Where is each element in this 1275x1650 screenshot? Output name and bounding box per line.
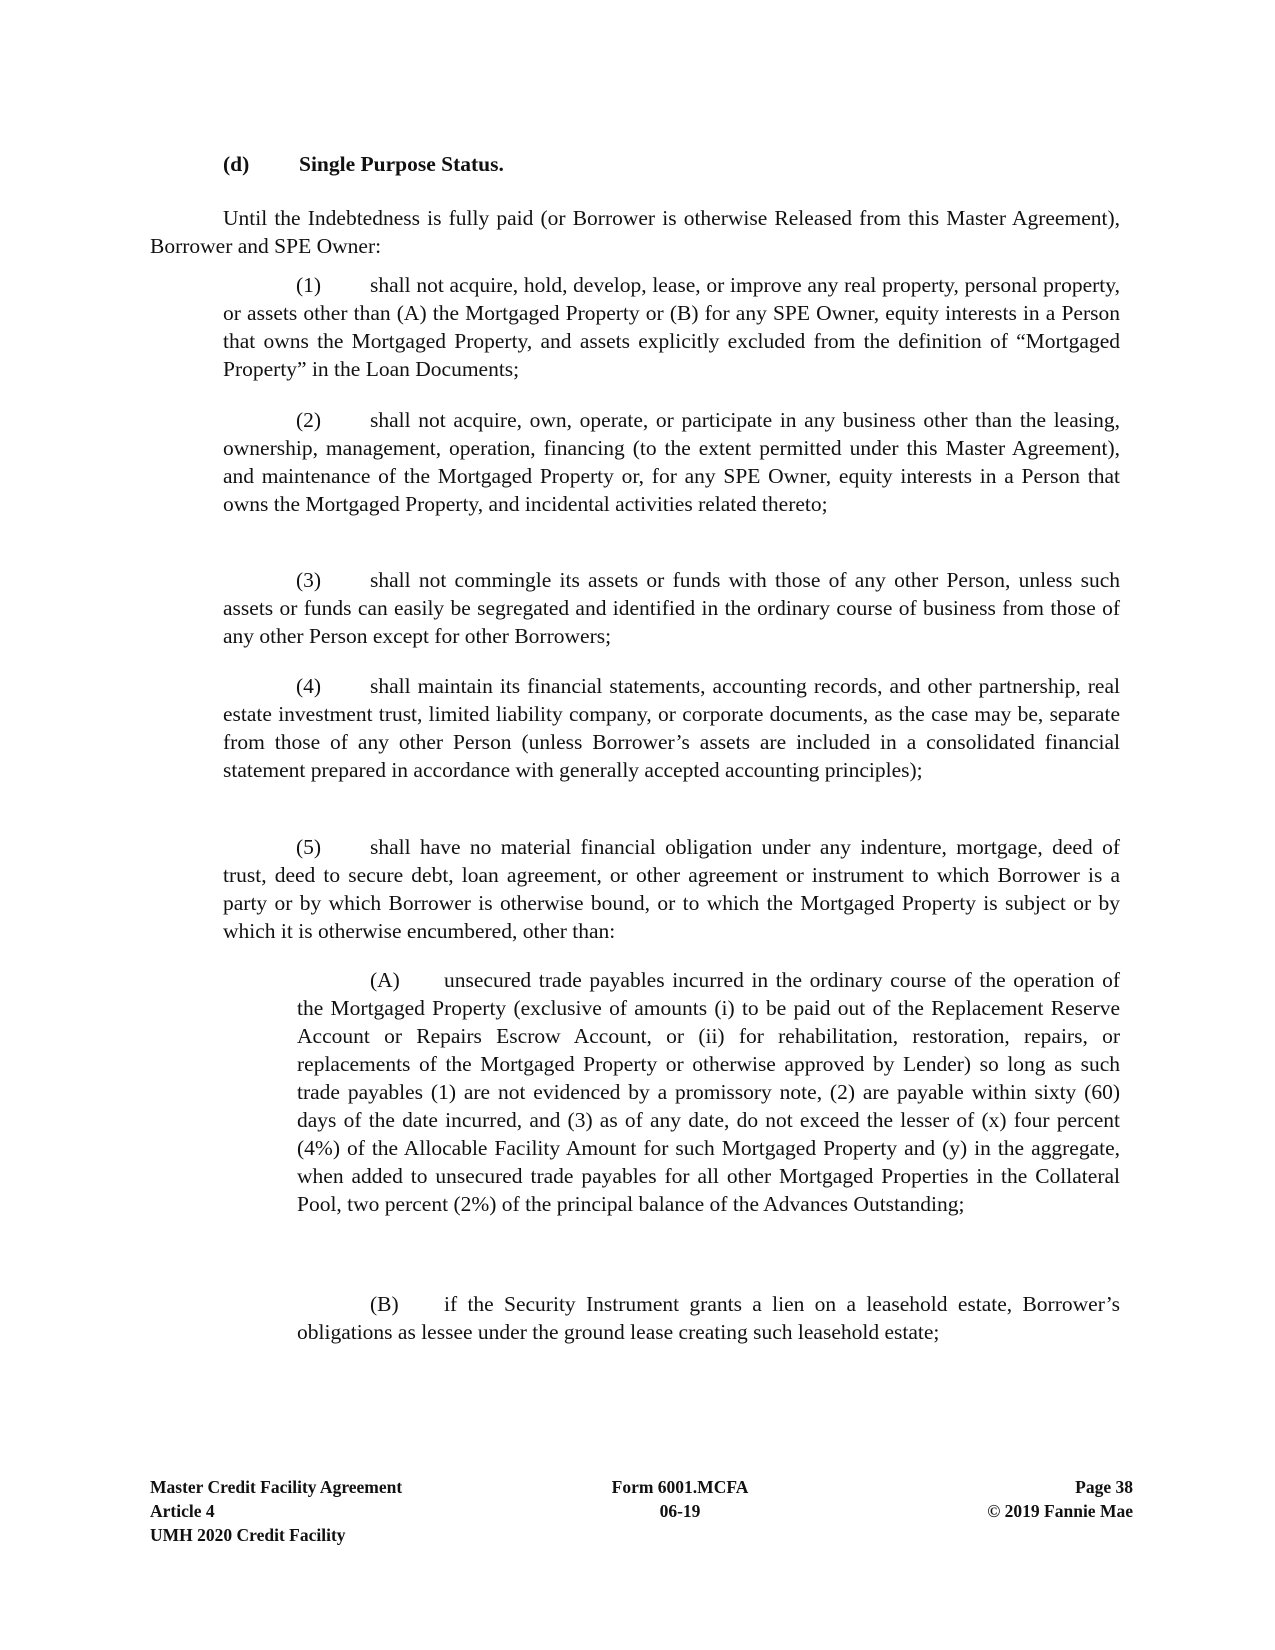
footer-center [560, 1475, 800, 1523]
clause-5 [223, 833, 1120, 945]
footer-facility-name: UMH 2020 Credit Facility [150, 1525, 346, 1545]
clause-4 [223, 672, 1120, 784]
page-number: Page 38 [1075, 1477, 1133, 1497]
footer-article: Article 4 [150, 1501, 215, 1521]
clause-text: shall not commingle its assets or funds with those of any other Person, unless such assets or funds can easily be segregated and identified in the ordinary course of business from those of any other Person except for other Borrowers; [223, 568, 1120, 648]
section-title: Single Purpose Status. [299, 152, 504, 176]
clause-text: shall maintain its financial statements, accounting records, and other partnership, real estate investment trust, limited liability company, or corporate documents, as the case may be, separate from those of any other Person (unless Borrower’s assets are included in a consolidated financial statement prepared in accordance with generally accepted accounting principles); [223, 674, 1120, 782]
section-letter: (d) [223, 152, 250, 176]
footer-form-number: Form 6001.MCFA [611, 1477, 749, 1497]
subclause-number: (A) [370, 968, 400, 992]
footer-form-date: 06-19 [659, 1501, 701, 1521]
clause-text: shall not acquire, hold, develop, lease, or improve any real property, personal property, or assets other than (A) the Mortgaged Property or (B) for any SPE Owner, equity interests in a Person that owns the Mortgaged Property, and assets explicitly excluded from the definition of “Mortgaged Property” in the Loan Documents; [223, 273, 1120, 381]
clause-number: (1) [296, 273, 322, 297]
clause-number: (3) [296, 568, 322, 592]
clause-number: (2) [296, 408, 322, 432]
clause-3 [223, 566, 1120, 650]
subclause-text: unsecured trade payables incurred in the ordinary course of the operation of the Mortgaged Property (exclusive of amounts (i) to be paid out of the Replacement Reserve Account or Repairs Escrow Account, or (ii) for rehabilitation, restoration, repairs, or replacements of the Mortgaged Property or otherwise approved by Lender) so long as such trade payables (1) are not evidenced by a promissory note, (2) are payable within sixty (60) days of the date incurred, and (3) as of any date, do not exceed the lesser of (x) four percent (4%) of the Allocable Facility Amount for such Mortgaged Property and (y) in the aggregate, when added to unsecured trade payables for all other Mortgaged Properties in the Collateral Pool, two percent (2%) of the principal balance of the Advances Outstanding; [297, 968, 1120, 1216]
footer-left [150, 1475, 402, 1547]
intro-paragraph: Until the Indebtedness is fully paid (or Borrower is otherwise Released from this Master Agreement), Borrower and SPE Owner: [150, 206, 1120, 258]
copyright: © 2019 Fannie Mae [987, 1501, 1133, 1521]
clause-1 [223, 271, 1120, 383]
footer-right [900, 1475, 1133, 1523]
section-heading [223, 150, 504, 178]
footer-document-name: Master Credit Facility Agreement [150, 1477, 403, 1497]
subclause-number: (B) [370, 1292, 399, 1316]
clause-2 [223, 406, 1120, 518]
clause-number: (4) [296, 674, 322, 698]
clause-number: (5) [296, 835, 322, 859]
subclause-b [297, 1290, 1120, 1346]
clause-text: shall not acquire, own, operate, or participate in any business other than the leasing, ownership, management, operation, financing (to the extent permitted under this Master Agreement), and maintenance of the Mortgaged Property or, for any SPE Owner, equity interests in a Person that owns the Mortgaged Property, and incidental activities related thereto; [223, 408, 1120, 516]
subclause-a [297, 966, 1120, 1218]
clause-text: shall have no material financial obligation under any indenture, mortgage, deed of trust, deed to secure debt, loan agreement, or other agreement or instrument to which Borrower is a party or by which Borrower is otherwise bound, or to which the Mortgaged Property is subject or by which it is otherwise encumbered, other than: [223, 835, 1120, 943]
subclause-text: if the Security Instrument grants a lien on a leasehold estate, Borrower’s obligations as lessee under the ground lease creating such leasehold estate; [297, 1292, 1120, 1344]
